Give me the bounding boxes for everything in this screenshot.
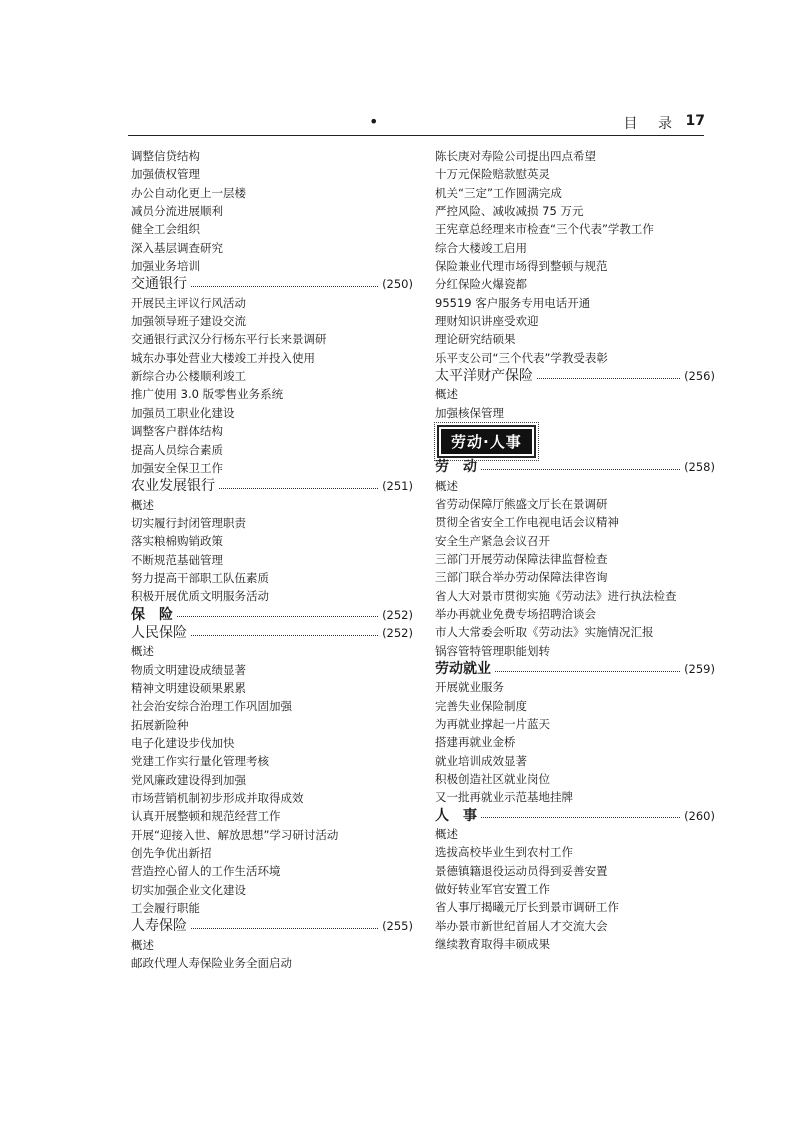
toc-section-entry[interactable] bbox=[131, 275, 413, 293]
toc-entry[interactable]: 乐平支公司“三个代表”学教受表彰 bbox=[435, 350, 608, 365]
toc-entry[interactable]: 精神文明建设硕果累累 bbox=[131, 680, 246, 695]
toc-right-column bbox=[435, 147, 715, 953]
toc-right-bottom bbox=[435, 458, 715, 953]
toc-entry[interactable]: 理论研究结硕果 bbox=[435, 332, 516, 347]
toc-entry[interactable]: 调整客户群体结构 bbox=[131, 424, 223, 439]
toc-section-title: 保 险 bbox=[131, 606, 173, 623]
toc-right-top bbox=[435, 147, 715, 422]
toc-entry[interactable]: 加强安全保卫工作 bbox=[131, 460, 223, 475]
toc-entry[interactable]: 概述 bbox=[131, 937, 154, 952]
toc-entry[interactable]: 推广使用 3.0 版零售业务系统 bbox=[131, 387, 284, 402]
toc-section-entry[interactable] bbox=[131, 477, 413, 495]
toc-section-title: 太平洋财产保险 bbox=[435, 368, 533, 385]
toc-entry[interactable]: 完善失业保险制度 bbox=[435, 698, 527, 713]
toc-entry[interactable]: 举办景市新世纪首届人才交流大会 bbox=[435, 918, 608, 933]
toc-section-title: 劳动就业 bbox=[435, 660, 491, 677]
section-banner-label: 劳动·人事 bbox=[441, 429, 532, 454]
toc-entry[interactable]: 95519 客户服务专用电话开通 bbox=[435, 295, 591, 310]
toc-entry[interactable]: 深入基层调查研究 bbox=[131, 240, 223, 255]
toc-entry[interactable]: 省人事厅揭曦元厅长到景市调研工作 bbox=[435, 900, 619, 915]
toc-entry[interactable]: 就业培训成效显著 bbox=[435, 753, 527, 768]
toc-entry[interactable]: 三部门开展劳动保障法律监督检查 bbox=[435, 551, 608, 566]
toc-page-number: (252) bbox=[382, 625, 413, 640]
dot-leader bbox=[191, 635, 378, 636]
toc-entry[interactable]: 保险兼业代理市场得到整顿与规范 bbox=[435, 259, 608, 274]
toc-entry[interactable]: 概述 bbox=[131, 497, 154, 512]
toc-entry[interactable]: 交通银行武汉分行杨东平行长来景调研 bbox=[131, 332, 327, 347]
toc-entry[interactable]: 王宪章总经理来市检查“三个代表”学教工作 bbox=[435, 222, 654, 237]
toc-entry[interactable]: 邮政代理人寿保险业务全面启动 bbox=[131, 956, 292, 971]
toc-page-number: (256) bbox=[684, 369, 715, 384]
dot-leader bbox=[191, 928, 378, 929]
toc-entry[interactable]: 开展民主评议行风活动 bbox=[131, 295, 246, 310]
toc-entry[interactable]: 选拔高校毕业生到农村工作 bbox=[435, 845, 573, 860]
toc-entry[interactable]: 物质文明建设成绩显著 bbox=[131, 662, 246, 677]
dot-leader bbox=[481, 817, 680, 818]
toc-entry[interactable]: 减员分流进展顺利 bbox=[131, 204, 223, 219]
toc-entry[interactable]: 又一批再就业示范基地挂牌 bbox=[435, 790, 573, 805]
toc-entry[interactable]: 十万元保险赔款慰英灵 bbox=[435, 167, 550, 182]
toc-entry[interactable]: 开展就业服务 bbox=[435, 680, 504, 695]
toc-entry[interactable]: 党风廉政建设得到加强 bbox=[131, 772, 246, 787]
toc-entry[interactable]: 营造控心留人的工作生活环境 bbox=[131, 864, 281, 879]
toc-section-entry[interactable] bbox=[435, 458, 715, 476]
toc-entry[interactable]: 拓展新险种 bbox=[131, 717, 189, 732]
toc-entry[interactable]: 不断规范基础管理 bbox=[131, 552, 223, 567]
toc-section-entry[interactable] bbox=[131, 917, 413, 935]
dot-leader bbox=[191, 286, 378, 287]
dot-leader bbox=[481, 469, 680, 470]
toc-page-number: (251) bbox=[382, 479, 413, 494]
toc-entry[interactable]: 健全工会组织 bbox=[131, 222, 200, 237]
toc-section-title: 农业发展银行 bbox=[131, 478, 215, 495]
toc-entry[interactable]: 加强核保管理 bbox=[435, 405, 504, 420]
toc-entry[interactable]: 概述 bbox=[435, 387, 458, 402]
toc-section-title: 人寿保险 bbox=[131, 918, 187, 935]
toc-section-entry[interactable] bbox=[131, 606, 413, 624]
toc-section-entry[interactable] bbox=[435, 660, 715, 678]
toc-entry[interactable]: 市人大常委会听取《劳动法》实施情况汇报 bbox=[435, 625, 654, 640]
toc-entry[interactable]: 积极创造社区就业岗位 bbox=[435, 772, 550, 786]
toc-entry[interactable]: 积极开展优质文明服务活动 bbox=[131, 589, 269, 604]
toc-page-number: (255) bbox=[382, 919, 413, 934]
toc-page-number: (258) bbox=[684, 460, 715, 475]
header-title: 目 录 bbox=[623, 116, 680, 132]
toc-entry[interactable]: 调整信贷结构 bbox=[131, 149, 200, 163]
toc-page-number: (252) bbox=[382, 607, 413, 622]
toc-section-title: 人 事 bbox=[435, 807, 477, 824]
toc-entry[interactable]: 党建工作实行量化管理考核 bbox=[131, 754, 269, 769]
toc-section-title: 劳 动 bbox=[435, 459, 477, 476]
toc-entry[interactable]: 搭建再就业金桥 bbox=[435, 735, 516, 750]
toc-entry[interactable]: 省人大对景市贯彻实施《劳动法》进行执法检查 bbox=[435, 588, 677, 603]
toc-entry[interactable]: 社会治安综合治理工作巩固加强 bbox=[131, 699, 292, 714]
toc-page-number: (260) bbox=[684, 808, 715, 823]
toc-section-title: 人民保险 bbox=[131, 624, 187, 641]
toc-entry[interactable]: 省劳动保障厅熊盛文厅长在景调研 bbox=[435, 496, 608, 511]
toc-entry[interactable]: 概述 bbox=[131, 644, 154, 659]
toc-entry[interactable]: 切实加强企业文化建设 bbox=[131, 882, 246, 897]
toc-entry[interactable]: 加强领导班子建设交流 bbox=[131, 314, 246, 329]
toc-entry[interactable]: 加强业务培训 bbox=[131, 259, 200, 274]
toc-section-title: 交通银行 bbox=[131, 276, 187, 293]
toc-entry[interactable]: 城东办事处营业大楼竣工并投入使用 bbox=[131, 350, 315, 365]
toc-page-number: (250) bbox=[382, 277, 413, 292]
toc-entry[interactable]: 加强债权管理 bbox=[131, 167, 200, 182]
toc-entry[interactable]: 锅容管特管理职能划转 bbox=[435, 643, 550, 658]
toc-entry[interactable]: 开展“迎接入世、解放思想”学习研讨活动 bbox=[131, 827, 339, 842]
header-dot: • bbox=[369, 112, 379, 131]
toc-left-column bbox=[131, 147, 413, 972]
dot-leader bbox=[177, 616, 378, 617]
header-rule bbox=[128, 135, 704, 136]
toc-entry[interactable]: 继续教育取得丰硕成果 bbox=[435, 937, 550, 952]
toc-entry[interactable]: 市场营销机制初步形成并取得成效 bbox=[131, 791, 304, 806]
toc-entry[interactable]: 电子化建设步伐加快 bbox=[131, 736, 235, 750]
toc-section-entry[interactable] bbox=[131, 624, 413, 642]
toc-entry[interactable]: 切实履行封闭管理职责 bbox=[131, 515, 246, 530]
toc-entry[interactable]: 贯彻全省安全工作电视电话会议精神 bbox=[435, 515, 619, 530]
toc-entry[interactable]: 分红保险火爆瓷都 bbox=[435, 277, 527, 292]
toc-entry[interactable]: 加强员工职业化建设 bbox=[131, 405, 235, 420]
toc-page-number: (259) bbox=[684, 661, 715, 676]
toc-section-entry[interactable] bbox=[435, 807, 715, 825]
toc-entry[interactable]: 创先争优出新招 bbox=[131, 846, 212, 861]
toc-entry[interactable]: 理财知识讲座受欢迎 bbox=[435, 314, 539, 329]
toc-entry[interactable]: 认真开展整顿和规范经营工作 bbox=[131, 809, 281, 824]
toc-entry[interactable]: 三部门联合举办劳动保障法律咨询 bbox=[435, 570, 608, 585]
toc-entry[interactable]: 综合大楼竣工启用 bbox=[435, 240, 527, 255]
toc-entry[interactable]: 安全生产紧急会议召开 bbox=[435, 533, 550, 548]
toc-entry[interactable]: 严控风险、减收减损 75 万元 bbox=[435, 204, 584, 219]
toc-entry[interactable]: 景德镇籍退役运动员得到妥善安置 bbox=[435, 863, 608, 878]
section-banner bbox=[437, 425, 536, 458]
toc-entry[interactable]: 办公自动化更上一层楼 bbox=[131, 185, 246, 200]
dot-leader bbox=[495, 671, 680, 672]
toc-entry[interactable]: 做好转业军官安置工作 bbox=[435, 882, 550, 897]
toc-entry[interactable]: 机关“三定”工作圆满完成 bbox=[435, 185, 562, 200]
toc-entry[interactable]: 努力提高干部职工队伍素质 bbox=[131, 570, 269, 585]
toc-entry[interactable]: 陈长庚对寿险公司提出四点希望 bbox=[435, 149, 596, 163]
toc-entry[interactable]: 为再就业撑起一片蓝天 bbox=[435, 716, 550, 731]
dot-leader bbox=[219, 488, 378, 489]
toc-section-entry[interactable] bbox=[435, 367, 715, 385]
toc-entry[interactable]: 概述 bbox=[435, 478, 458, 493]
toc-entry[interactable]: 概述 bbox=[435, 827, 458, 842]
toc-entry[interactable]: 举办再就业免费专场招聘洽谈会 bbox=[435, 606, 596, 621]
page-number: 17 bbox=[685, 113, 705, 129]
dot-leader bbox=[537, 378, 680, 379]
toc-entry[interactable]: 提高人员综合素质 bbox=[131, 442, 223, 457]
section-banner-row bbox=[437, 426, 715, 456]
toc-entry[interactable]: 新综合办公楼顺利竣工 bbox=[131, 369, 246, 384]
toc-entry[interactable]: 落实粮棉购销政策 bbox=[131, 534, 223, 549]
toc-entry[interactable]: 工会履行职能 bbox=[131, 901, 200, 916]
